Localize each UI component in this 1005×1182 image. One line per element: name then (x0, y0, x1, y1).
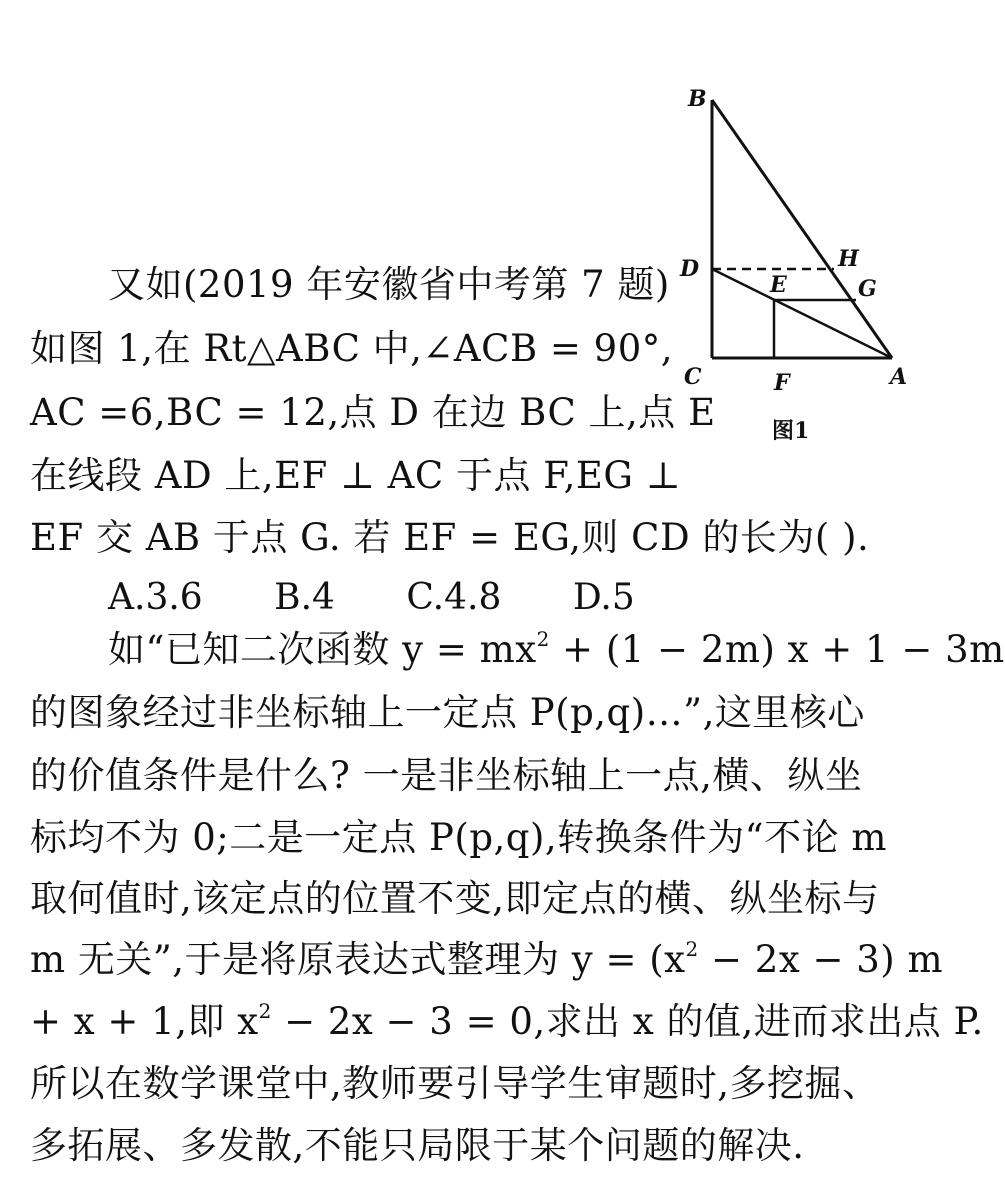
label-c: C (684, 364, 702, 390)
option-c: C.4.8 (406, 577, 502, 618)
text-line-13: + x + 1,即 $x^2 - 2x - 3 = 0$,求出 x 的值,进而求出点 P. (30, 999, 984, 1043)
text-line-7: 如“已知二次函数 $y = mx^2 + (1 - 2m) x + 1 - 3m$ (108, 627, 1005, 671)
segment-ab (712, 100, 892, 358)
text-line-4: 在线段 AD 上,EF ⊥ AC 于点 F,EG ⊥ (30, 454, 682, 497)
text-line-10: 标均不为 0;二是一定点 P(p,q),转换条件为“不论 m (30, 816, 887, 859)
label-f: F (774, 370, 790, 396)
text-line-5: EF 交 AB 于点 G. 若 EF = EG,则 CD 的长为( ). (30, 516, 870, 559)
option-b: B.4 (274, 577, 335, 618)
option-a: A.3.6 (108, 577, 203, 618)
label-b: B (688, 86, 707, 112)
text-line-2: 如图 1,在 Rt△ABC 中,∠ACB = 90°, (30, 327, 674, 370)
text-line-14: 所以在数学课堂中,教师要引导学生审题时,多挖掘、 (30, 1062, 880, 1105)
text-line-1: 又如(2019 年安徽省中考第 7 题) (108, 263, 670, 306)
text-line-12: m 无关”,于是将原表达式整理为 $y = (x^2 - 2x - 3)$ m (30, 937, 944, 981)
label-e: E (770, 272, 787, 298)
text-line-15: 多拓展、多发散,不能只局限于某个问题的解决. (30, 1124, 805, 1167)
figure-caption: 图1 (772, 418, 810, 444)
label-a: A (890, 364, 908, 390)
text-line-8: 的图象经过非坐标轴上一定点 P(p,q)…”,这里核心 (30, 691, 865, 734)
label-g: G (858, 276, 877, 302)
text-line-9: 的价值条件是什么? 一是非坐标轴上一点,横、纵坐 (30, 754, 863, 797)
option-d: D.5 (572, 577, 635, 618)
answer-options (108, 578, 695, 618)
label-d: D (680, 256, 700, 282)
label-h: H (838, 246, 859, 272)
text-line-3: AC =6,BC = 12,点 D 在边 BC 上,点 E (30, 391, 716, 434)
text-line-11: 取何值时,该定点的位置不变,即定点的横、纵坐标与 (30, 877, 880, 920)
